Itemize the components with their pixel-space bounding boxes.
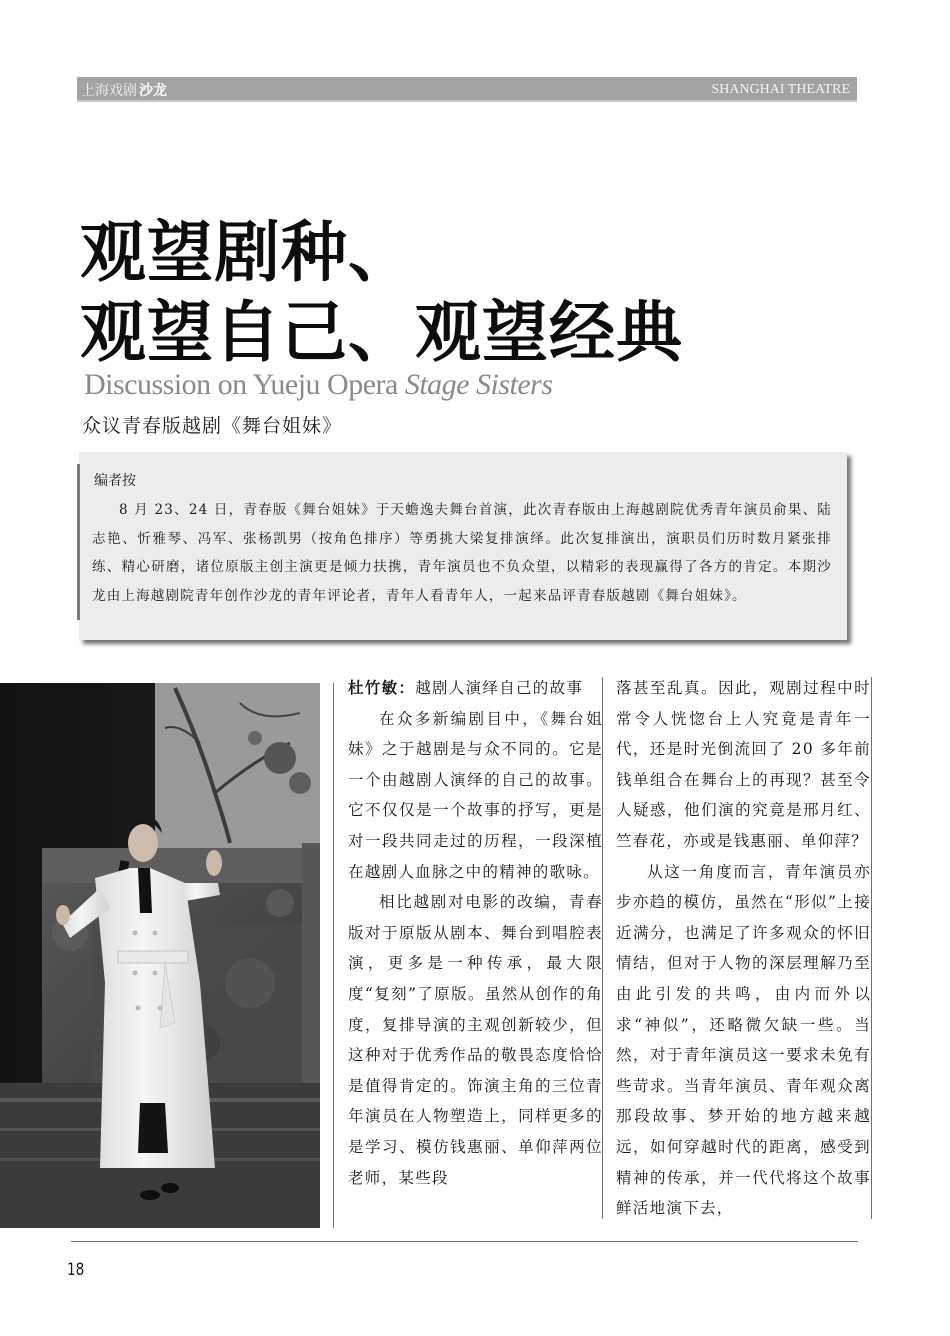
english-subtitle-prefix: Discussion on Yueju Opera bbox=[84, 368, 405, 401]
running-header bbox=[77, 77, 857, 102]
page-number: 18 bbox=[67, 1260, 85, 1280]
body-paragraph: 从这一角度而言，青年演员亦步亦趋的模仿，虽然在“形似”上接近满分，也满足了许多观众的怀旧情结，但对于人物的深层理解乃至由此引发的共鸣，由内而外以求“神似”，还略微欠缺一些。当然，对于青年演员这一要求未免有些苛求。当青年演员、青年观众离那段故事、梦开始的地方越来越远，如何穿越时代的距离，感受到精神的传承，并一代代将这个故事鲜活地演下去， bbox=[616, 862, 871, 1218]
chinese-subtitle: 众议青春版越剧《舞台姐妹》 bbox=[82, 415, 343, 437]
section-label bbox=[81, 80, 167, 100]
magazine-name: SHANGHAI THEATRE bbox=[711, 82, 850, 97]
section-heading-text: 越剧人演绎自己的故事 bbox=[415, 679, 584, 697]
editor-note-body: 8 月 23、24 日，青春版《舞台姐妹》于天蟾逸夫舞台首演，此次青春版由上海越剧院优秀青年演员俞果、陆志艳、忻雅琴、冯军、张杨凯男（按角色排序）等勇挑大梁复排演绎。此次复排演出，演职员们历时数月紧张排练、精心研磨，诸位原版主创主演更是倾力扶携，青年演员也不负众望，以精彩的表现赢得了各方的肯定。本期沙龙由上海越剧院青年创作沙龙的青年评论者，青年人看青年人，一起来品评青春版越剧《舞台姐妹》。 bbox=[92, 502, 832, 604]
column-divider-right bbox=[871, 677, 872, 1219]
editor-note-heading: 编者按 bbox=[94, 473, 136, 489]
column-divider-left bbox=[333, 683, 334, 1228]
stage-photo bbox=[0, 683, 320, 1228]
title-line-1: 观望剧种、 bbox=[80, 213, 415, 291]
body-paragraph: 在众多新编剧目中，《舞台姐妹》之于越剧是与众不同的。它是一个由越剧人演绎的自己的故事。它不仅仅是一个故事的抒写，更是对一段共同走过的历程，一段深植在越剧人血脉之中的精神的歌咏。 bbox=[348, 709, 603, 881]
article-column-2 bbox=[616, 673, 871, 1224]
section-heading bbox=[348, 673, 603, 704]
footer-divider bbox=[71, 1241, 858, 1242]
note-accent-bar bbox=[77, 464, 80, 620]
article-title bbox=[80, 212, 683, 372]
editor-note-box bbox=[79, 452, 847, 640]
english-subtitle-italic: Stage Sisters bbox=[404, 368, 553, 401]
article-column-1 bbox=[348, 673, 603, 1193]
speaker-name: 杜竹敏： bbox=[348, 678, 416, 697]
section-highlight: 沙龙 bbox=[139, 83, 167, 99]
stage-photo-image bbox=[0, 683, 320, 1228]
section-label-text: 上海戏剧 bbox=[81, 83, 137, 99]
body-paragraph: 相比越剧对电影的改编，青春版对于原版从剧本、舞台到唱腔表演，更多是一种传承，最大限度“复刻”了原版。虽然从创作的角度，复排导演的主观创新较少，但这种对于优秀作品的敬畏态度恰恰是值得肯定的。饰演主角的三位青年演员在人物塑造上，同样更多的是学习、模仿钱惠丽、单仰萍两位老师，某些段 bbox=[348, 893, 603, 1187]
english-subtitle bbox=[84, 368, 553, 402]
body-paragraph-continued: 落甚至乱真。因此，观剧过程中时常令人恍惚台上人究竟是青年一代，还是时光倒流回了 20 多年前钱单组合在舞台上的再现？甚至令人疑惑，他们演的究竟是邢月红、竺春花，亦或是钱惠丽、单仰萍？ bbox=[616, 679, 871, 850]
title-line-2: 观望自己、观望经典 bbox=[80, 293, 683, 371]
